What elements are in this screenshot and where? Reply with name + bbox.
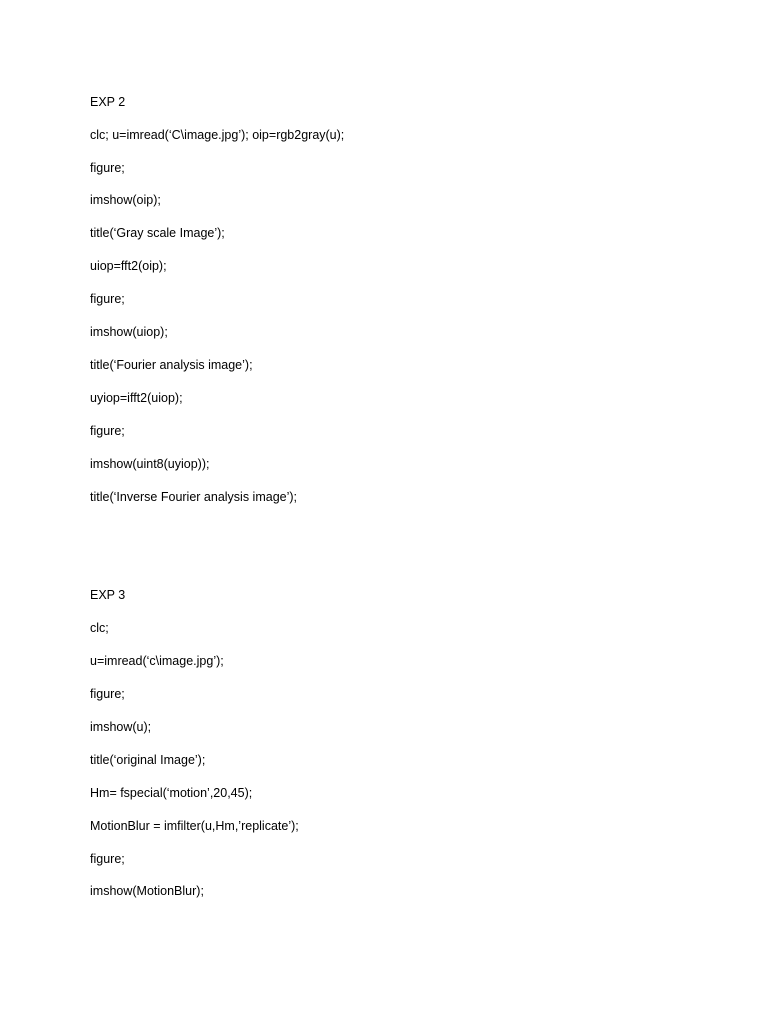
exp3-code-line: figure; — [90, 687, 125, 701]
exp2-code-line: figure; — [90, 292, 125, 306]
exp2-code-line: uyiop=ifft2(uiop); — [90, 391, 183, 405]
exp2-heading: EXP 2 — [90, 95, 126, 109]
exp3-code-line: imshow(u); — [90, 720, 152, 734]
exp2-code-line: imshow(uint8(uyiop)); — [90, 457, 210, 471]
exp3-code-line: u=imread(‘c\image.jpg’); — [90, 654, 224, 668]
exp3-code-line: clc; — [90, 621, 109, 635]
exp3-heading: EXP 3 — [90, 588, 126, 602]
exp3-code-line: title(‘original Image’); — [90, 753, 206, 767]
exp3-code-line: MotionBlur = imfilter(u,Hm,’replicate’); — [90, 819, 299, 833]
exp2-code-line: imshow(oip); — [90, 193, 161, 207]
exp2-code-line: title(‘Gray scale Image’); — [90, 226, 225, 240]
exp2-code-line: figure; — [90, 161, 125, 175]
exp3-code-line: Hm= fspecial(‘motion’,20,45); — [90, 786, 253, 800]
exp2-code-line: figure; — [90, 424, 125, 438]
exp2-code-line: title(‘Inverse Fourier analysis image’); — [90, 490, 298, 504]
exp3-code-line: imshow(MotionBlur); — [90, 884, 204, 898]
exp2-code-line: uiop=fft2(oip); — [90, 259, 167, 273]
exp3-code-line: figure; — [90, 852, 125, 866]
exp2-code-line: title(‘Fourier analysis image’); — [90, 358, 253, 372]
exp2-code-line: imshow(uiop); — [90, 325, 168, 339]
exp2-code-line: clc; u=imread(‘C\image.jpg’); oip=rgb2gray(u); — [90, 128, 345, 142]
